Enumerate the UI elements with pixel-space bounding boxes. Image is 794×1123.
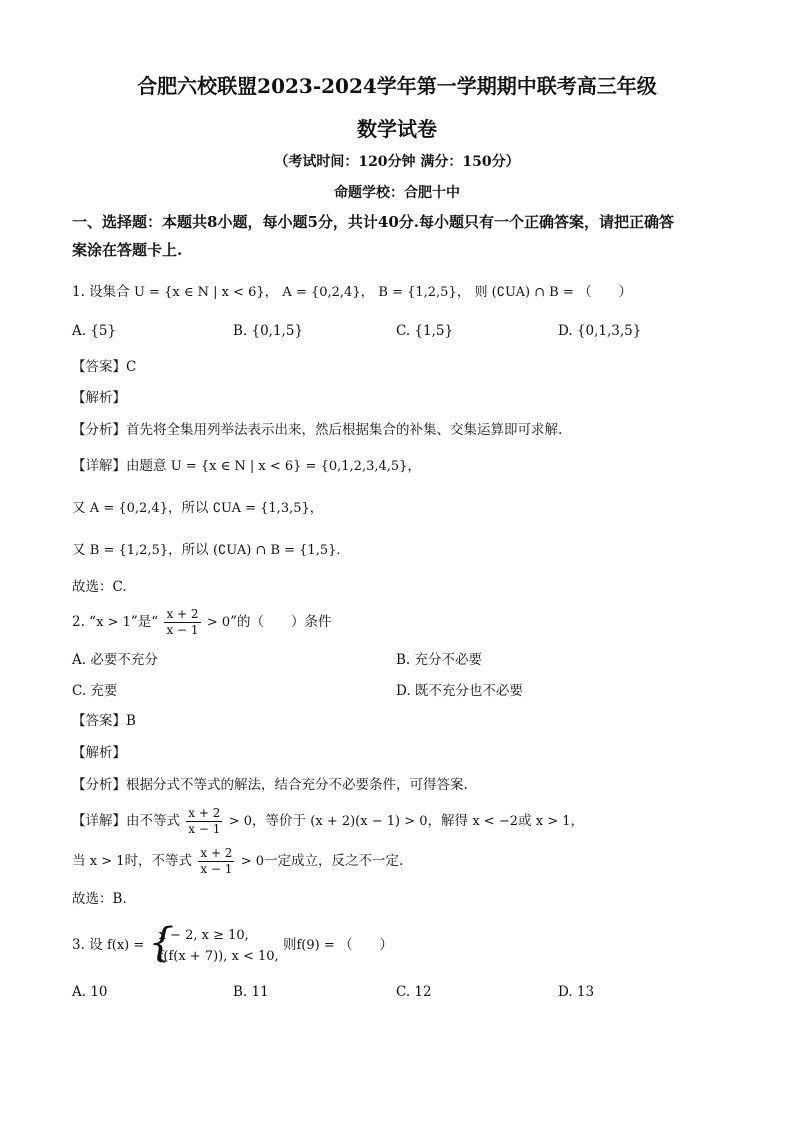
q2-option-d: D. 既不充分也不必要 — [396, 683, 523, 699]
q2-analysis-tag: 【解析】 — [72, 745, 126, 761]
q2-detail-2 — [72, 843, 403, 880]
q2-detail-fraction — [186, 806, 222, 837]
detail-text: 由不等式 — [126, 813, 180, 829]
detail-math: x > 1 — [89, 854, 125, 869]
answer-tag: 【答案】 — [72, 359, 126, 375]
section-heading-line1: 一、选择题：本题共8小题，每小题5分，共计40分.每小题只有一个正确答案，请把正确答 — [72, 213, 674, 231]
detail-tag: 【详解】 — [72, 813, 126, 829]
q2-detail-1 — [72, 803, 584, 840]
detail-tag: 【详解】 — [72, 458, 126, 474]
answer-value: C — [126, 359, 137, 375]
fraction-denominator: x − 1 — [188, 822, 221, 836]
detail-text: 当 — [72, 853, 86, 869]
detail-math: x > 1 — [535, 814, 571, 829]
detail-text: 一定成立，反之不一定. — [264, 853, 404, 869]
detail-text: 又 — [72, 500, 86, 516]
q1-paren: （ ） — [578, 284, 633, 300]
detail-text: ，等价于 — [251, 813, 306, 829]
fenxi-text: 首先将全集用列举法表示出来，然后根据集合的补集、交集运算即可求解. — [126, 422, 563, 438]
q2-fraction — [164, 607, 200, 638]
q1-option-d: D. {0,1,3,5} — [558, 323, 642, 339]
q3-option-a: A. 10 — [72, 984, 108, 1000]
q3-option-b: B. 11 — [233, 984, 269, 1000]
detail-math: (∁UA) ∩ B = {1,5}. — [212, 543, 341, 558]
q1-fenxi — [72, 420, 562, 440]
q1-option-a: A. {5} — [72, 323, 117, 339]
detail-math: > 0 — [228, 814, 252, 829]
q3-text: 则 — [282, 937, 297, 953]
detail-math: x < −2 — [472, 814, 518, 829]
exam-subtitle: 数学试卷 — [357, 117, 437, 141]
detail-math: (x + 2)(x − 1) > 0 — [310, 814, 428, 829]
fraction-numerator: x + 2 — [188, 806, 221, 820]
detail-math: A = {0,2,4} — [89, 501, 168, 516]
q1-analysis-tag: 【解析】 — [72, 390, 126, 406]
question-2 — [72, 604, 332, 641]
detail-text: 由题意 — [126, 458, 167, 474]
detail-math: U = {x ∈ N | x < 6} = {0,1,2,3,4,5}， — [170, 459, 421, 474]
q3-piecewise — [148, 919, 279, 967]
fenxi-tag: 【分析】 — [72, 777, 126, 793]
q1-detail-2 — [72, 498, 323, 519]
q2-text: 2. “ — [72, 614, 97, 630]
q1-set-a: A = {0,2,4} — [282, 285, 361, 300]
q1-option-b: B. {0,1,5} — [233, 323, 304, 339]
q1-conclusion: 故选：C. — [72, 579, 127, 595]
q2-option-a: A. 必要不充分 — [72, 652, 158, 668]
q2-fenxi — [72, 775, 468, 795]
q2-math: > 0 — [206, 615, 231, 630]
fenxi-tag: 【分析】 — [72, 422, 126, 438]
q1-option-c: C. {1,5} — [396, 323, 454, 339]
piecewise-case: f(f(x + 7)), x < 10, — [158, 948, 279, 964]
q1-answer — [72, 357, 136, 377]
question-1: 1. 设集合 U = {x ∈ N | x < 6}， A = {0,2,4}， B = {1,2,5}， 则 (∁UA) ∩ B = （ ） — [72, 284, 633, 300]
q1-prefix: 1. 设集合 — [72, 284, 130, 300]
detail-text: ，所以 — [167, 500, 209, 516]
q1-set-b: B = {1,2,5} — [378, 285, 457, 300]
exam-title: 合肥六校联盟2023-2024学年第一学期期中联考高三年级 — [137, 74, 657, 98]
fraction-denominator: x − 1 — [200, 862, 233, 876]
q3-paren: （ ） — [339, 937, 394, 953]
exam-info: （考试时间：120分钟 满分：150分） — [274, 154, 520, 170]
q2-text: ”的（ ）条件 — [230, 614, 332, 630]
q2-answer — [72, 711, 136, 731]
detail-text: 又 — [72, 542, 86, 558]
q3-math: f(9) = — [296, 938, 335, 953]
detail-text: ，所以 — [168, 542, 209, 558]
detail-text: ，解得 — [427, 813, 469, 829]
q3-option-c: C. 12 — [396, 984, 432, 1000]
piecewise-case: x − 2, x ≥ 10, — [158, 927, 249, 943]
detail-math: B = {1,2,5} — [89, 543, 169, 558]
exam-school: 命题学校：合肥十中 — [334, 185, 460, 201]
q3-option-d: D. 13 — [558, 984, 595, 1000]
answer-tag: 【答案】 — [72, 713, 126, 729]
section-heading-line2: 案涂在答题卡上. — [72, 241, 183, 259]
question-3 — [72, 920, 393, 971]
detail-text: 或 — [517, 813, 532, 829]
fenxi-text: 根据分式不等式的解法，结合充分不必要条件，可得答案. — [126, 777, 468, 793]
fraction-numerator: x + 2 — [166, 607, 199, 621]
detail-math: > 0 — [240, 854, 265, 869]
q2-conclusion: 故选：B. — [72, 891, 127, 907]
q2-detail2-fraction — [198, 846, 234, 877]
q1-detail-1 — [72, 456, 420, 477]
fraction-numerator: x + 2 — [200, 846, 233, 860]
detail-text: 时，不等式 — [124, 853, 193, 869]
q1-detail-3 — [72, 540, 341, 561]
q2-option-b: B. 充分不必要 — [396, 652, 483, 668]
q3-text: 3. 设 — [72, 937, 103, 953]
detail-text: ， — [570, 813, 585, 829]
detail-math: ∁UA = {1,3,5}， — [212, 501, 323, 516]
q3-math: f(x) = — [106, 938, 145, 953]
q1-ask: 则 (∁UA) ∩ B = — [474, 285, 574, 300]
q2-text: ”是“ — [130, 614, 159, 630]
fraction-denominator: x − 1 — [166, 623, 199, 637]
left-brace-icon: { — [148, 919, 175, 966]
answer-value: B — [126, 713, 136, 729]
q1-set-u: U = {x ∈ N | x < 6} — [133, 285, 265, 300]
q2-option-c: C. 充要 — [72, 683, 118, 699]
q2-math: x > 1 — [96, 615, 131, 630]
